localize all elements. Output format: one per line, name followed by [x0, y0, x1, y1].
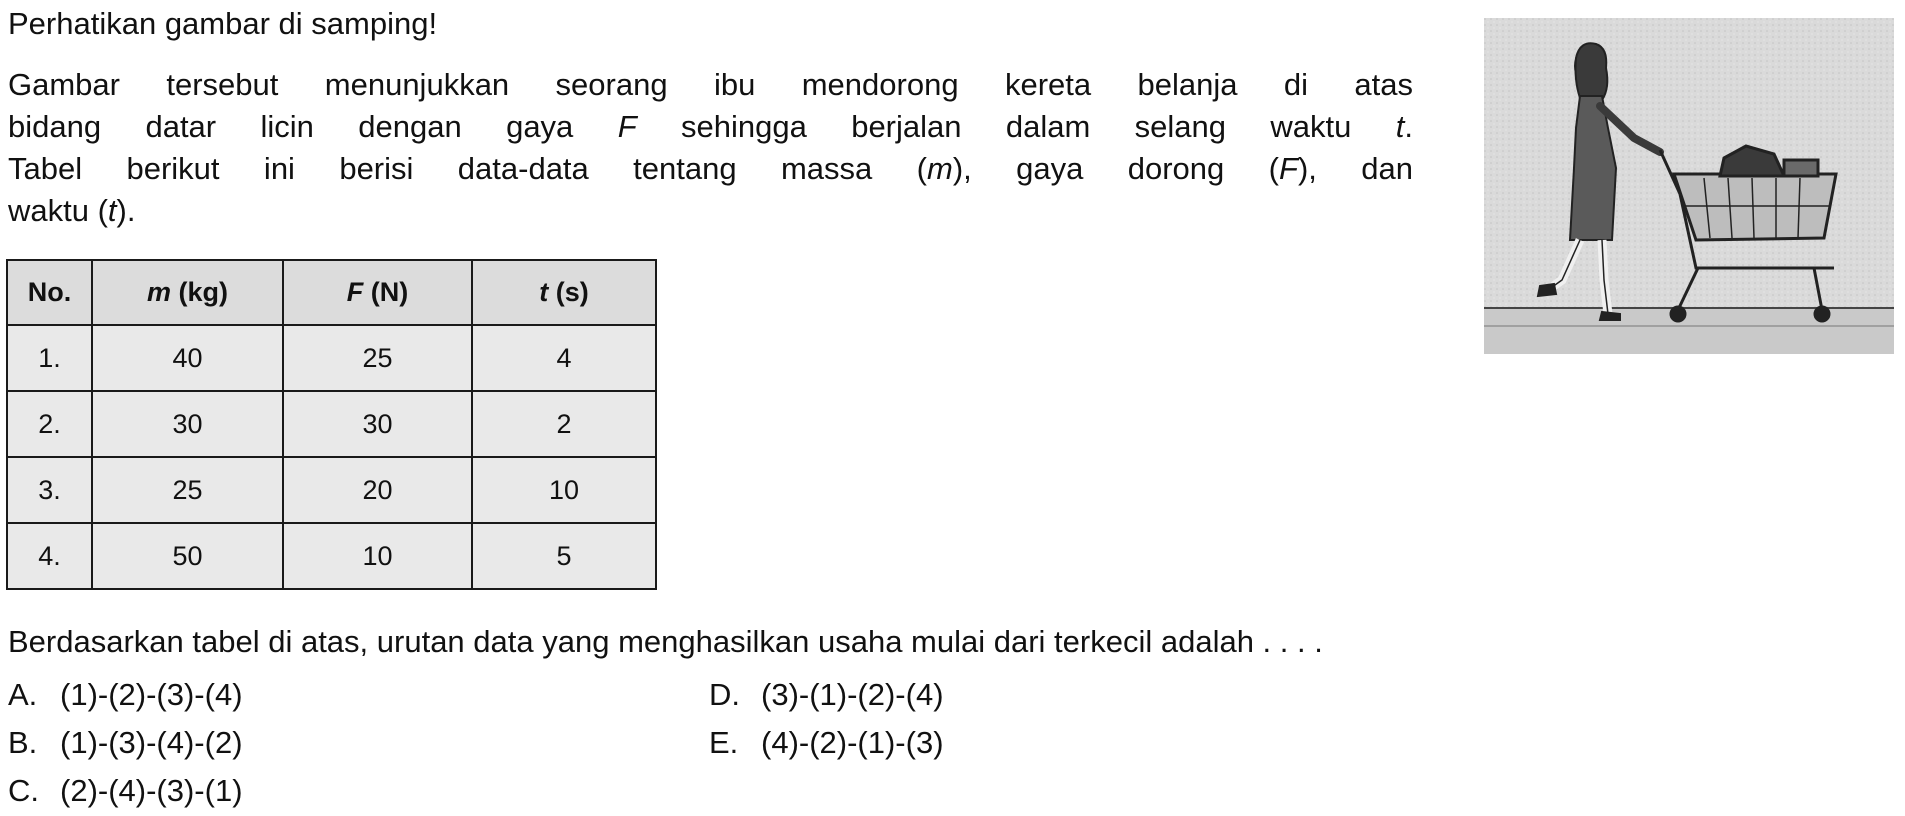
option-text: (4)-(2)-(1)-(3): [761, 725, 944, 760]
cell-mass: 30: [92, 391, 283, 457]
desc-line-2: bidang datar licin dengan gaya F sehingga berjalan dalam selang waktu t.: [8, 109, 1413, 144]
cell-force: 25: [283, 325, 472, 391]
question-text: Berdasarkan tabel di atas, urutan data yang menghasilkan usaha mulai dari terkecil adalah . . . .: [8, 624, 1323, 659]
header-no: No.: [7, 260, 92, 325]
option-text: (1)-(3)-(4)-(2): [60, 725, 243, 760]
cell-force: 30: [283, 391, 472, 457]
cell-time: 5: [472, 523, 656, 589]
option-text: (2)-(4)-(3)-(1): [60, 773, 243, 808]
data-table: [6, 259, 657, 590]
woman-pushing-cart-illustration: [1484, 18, 1894, 354]
cell-mass: 40: [92, 325, 283, 391]
option-text: (1)-(2)-(3)-(4): [60, 677, 243, 712]
table-row: [7, 457, 656, 523]
cell-force: 10: [283, 523, 472, 589]
option-c[interactable]: [8, 773, 243, 809]
table-header-row: [7, 260, 656, 325]
cell-time: 4: [472, 325, 656, 391]
header-time: t (s): [472, 260, 656, 325]
option-label: D.: [709, 677, 740, 712]
option-label: E.: [709, 725, 739, 760]
problem-description: [8, 64, 1413, 232]
header-force: F (N): [283, 260, 472, 325]
cell-mass: 50: [92, 523, 283, 589]
cell-no: 2.: [7, 391, 92, 457]
option-label: A.: [8, 677, 38, 712]
shopping-cart-figure: [1484, 18, 1894, 354]
table-row: [7, 325, 656, 391]
header-mass: m (kg): [92, 260, 283, 325]
cell-no: 1.: [7, 325, 92, 391]
option-label: C.: [8, 773, 39, 808]
cell-no: 4.: [7, 523, 92, 589]
desc-line-3: Tabel berikut ini berisi data-data tentang massa (m), gaya dorong (F), dan: [8, 151, 1413, 186]
option-d[interactable]: [709, 677, 944, 713]
table-row: [7, 523, 656, 589]
option-e[interactable]: [709, 725, 944, 761]
cell-time: 2: [472, 391, 656, 457]
option-label: B.: [8, 725, 38, 760]
cell-no: 3.: [7, 457, 92, 523]
option-a[interactable]: [8, 677, 243, 713]
desc-line-1: Gambar tersebut menunjukkan seorang ibu mendorong kereta belanja di atas: [8, 67, 1413, 102]
cell-time: 10: [472, 457, 656, 523]
desc-line-4: waktu (t).: [8, 193, 136, 228]
cell-mass: 25: [92, 457, 283, 523]
intro-text: Perhatikan gambar di samping!: [8, 6, 438, 41]
option-b[interactable]: [8, 725, 243, 761]
option-text: (3)-(1)-(2)-(4): [761, 677, 944, 712]
table-row: [7, 391, 656, 457]
cell-force: 20: [283, 457, 472, 523]
